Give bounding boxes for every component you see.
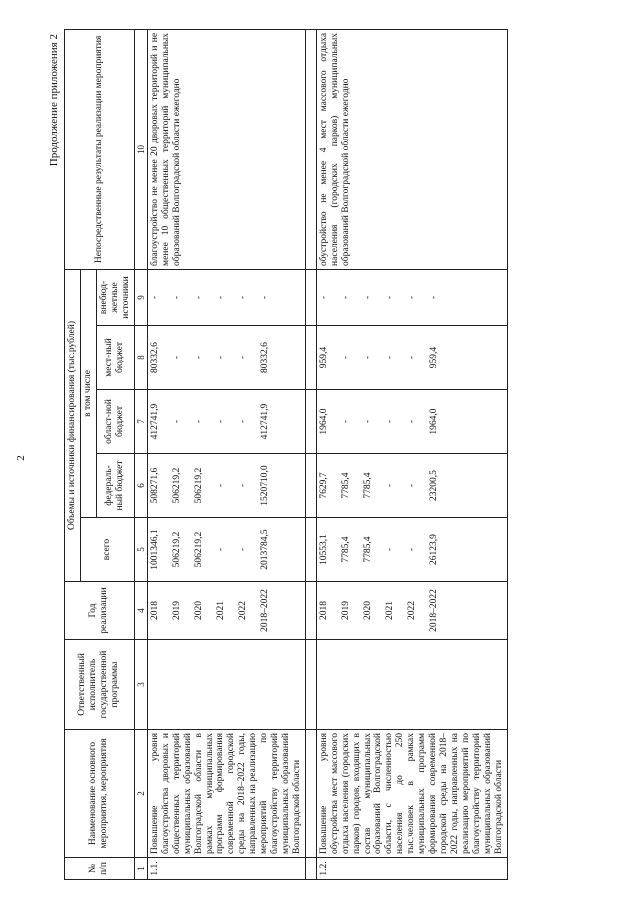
year-value: 2020 — [193, 601, 204, 620]
header-regional: област-ной бюджет — [96, 390, 134, 454]
federal-value: - — [406, 483, 417, 488]
row-spacer — [305, 29, 316, 879]
year-value: 2020 — [362, 601, 373, 620]
local-value: 80332,6 — [149, 342, 160, 373]
year-value: 2019 — [171, 601, 182, 620]
local-value: - — [406, 355, 417, 360]
regional-value: 412741,9 — [149, 403, 160, 440]
total-value: 1001346,1 — [149, 529, 160, 570]
extra — [147, 269, 305, 325]
header-num: № п/п — [65, 858, 135, 880]
regional-value: - — [406, 419, 417, 424]
extra-value: - — [340, 295, 351, 300]
regional-value: - — [362, 419, 373, 424]
total-value: - — [384, 547, 395, 552]
federal-value: 23200,5 — [428, 470, 439, 501]
total — [316, 518, 507, 582]
total — [147, 518, 305, 582]
federal-value: - — [237, 483, 248, 488]
extra-value: - — [362, 295, 373, 300]
local-value: 959,4 — [318, 346, 329, 369]
federal-value: 1520710,0 — [259, 465, 270, 506]
total-value: 7785,4 — [340, 536, 351, 563]
col-number: 3 — [134, 640, 147, 730]
regional — [316, 390, 507, 454]
regional-value: - — [193, 419, 204, 424]
year-value: 2022 — [406, 601, 417, 620]
extra-value: - — [193, 295, 204, 300]
year-value: 2018–2022 — [428, 589, 439, 632]
total-value: 2013784,5 — [259, 529, 270, 570]
col-number: 5 — [134, 518, 147, 582]
local-value: - — [215, 355, 226, 360]
local — [147, 326, 305, 390]
local-value: - — [237, 355, 248, 360]
total-value: - — [406, 547, 417, 552]
executor — [316, 640, 507, 730]
extra-value: - — [149, 295, 160, 300]
federal-value: - — [215, 483, 226, 488]
federal-value: 7785,4 — [362, 472, 373, 499]
extra-value: - — [428, 295, 439, 300]
col-number: 9 — [134, 269, 147, 325]
header-incl: в том числе — [80, 269, 96, 517]
local-value: - — [384, 355, 395, 360]
total-value: 506219,2 — [171, 531, 182, 568]
row-number: 1.1. — [147, 858, 305, 880]
federal-value: 7785,4 — [340, 472, 351, 499]
col-number: 7 — [134, 390, 147, 454]
total-value: 26123,9 — [428, 534, 439, 565]
local-value: - — [362, 355, 373, 360]
extra-value: - — [406, 295, 417, 300]
regional-value: 412741,9 — [259, 403, 270, 440]
regional-value: 1964,0 — [428, 408, 439, 435]
row-number: 1.2. — [316, 858, 507, 880]
page-number: 2 — [14, 455, 27, 461]
total-value: - — [215, 547, 226, 552]
extra-value: - — [237, 295, 248, 300]
federal-value: - — [384, 483, 395, 488]
col-number: 10 — [134, 29, 147, 269]
total-value: - — [237, 547, 248, 552]
header-federal: федераль-ный бюджет — [96, 454, 134, 518]
year — [316, 582, 507, 640]
extra-value: - — [215, 295, 226, 300]
regional-value: - — [340, 419, 351, 424]
extra-value: - — [259, 295, 270, 300]
extra-value: - — [171, 295, 182, 300]
local-value: - — [171, 355, 182, 360]
local-value: - — [193, 355, 204, 360]
col-number: 1 — [134, 858, 147, 880]
table-row — [316, 29, 507, 879]
federal-value: 7629,7 — [318, 472, 329, 499]
federal-value: 506219,2 — [193, 467, 204, 504]
federal — [316, 454, 507, 518]
federal — [147, 454, 305, 518]
col-number: 4 — [134, 582, 147, 640]
event-name: Повышение уровня обустройства мест массового отдыха населения (городских парков) городов, входящих в состав муниципальных образований Волгоградской области, с численностью населения до 250 тыс.человек в рамках муниципальных программ формирования современной городской среды на 2018–2022 годы, направленных на реализацию мероприятий по благоустройству территорий муниципальных образований Волгоградской области — [316, 730, 507, 858]
event-name: Повышение уровня благоустройства дворовых и общественных территорий муниципальных образований Волгоградской области в рамках муниципальных программ формирования современной городской среды на 2018–2022 годы, направленных на реализацию мероприятий по благоустройству территорий муниципальных образований Волгоградской области — [147, 730, 305, 858]
extra-value: - — [318, 295, 329, 300]
local-value: - — [340, 355, 351, 360]
header-name: Наименование основного мероприятия, мероприятия — [65, 730, 135, 858]
year-value: 2021 — [215, 601, 226, 620]
year-value: 2018–2022 — [259, 589, 270, 632]
result: обустройство не менее 4 мест массового отдыха населения (городских парков) муниципальных образований Волгоградской области ежегодно — [316, 29, 507, 269]
regional-value: - — [237, 419, 248, 424]
header-year: Год реализации — [65, 582, 135, 640]
header-executor: Ответственный исполнитель государственной программы — [65, 640, 135, 730]
header-local: мест-ный бюджет — [96, 326, 134, 390]
header-extra: внебюд-жетные источники — [96, 269, 134, 325]
local-value: 80332,6 — [259, 342, 270, 373]
regional-value: - — [171, 419, 182, 424]
total-value: 506219,2 — [193, 531, 204, 568]
total-value: 7785,4 — [362, 536, 373, 563]
header-results: Непосредственные результаты реализации мероприятия — [65, 29, 135, 269]
local-value: 959,4 — [428, 346, 439, 369]
regional-value: - — [215, 419, 226, 424]
program-table — [64, 29, 508, 880]
year-value: 2018 — [318, 601, 329, 620]
regional-value: - — [384, 419, 395, 424]
extra — [316, 269, 507, 325]
header-financing: Объемы и источники финансирования (тыс.рублей) — [65, 269, 81, 581]
regional — [147, 390, 305, 454]
year — [147, 582, 305, 640]
year-value: 2021 — [384, 601, 395, 620]
extra-value: - — [384, 295, 395, 300]
regional-value: 1964,0 — [318, 408, 329, 435]
col-number: 6 — [134, 454, 147, 518]
table-row — [147, 29, 305, 879]
year-value: 2019 — [340, 601, 351, 620]
year-value: 2022 — [237, 601, 248, 620]
federal-value: 506219,2 — [171, 467, 182, 504]
local — [316, 326, 507, 390]
rotated-page — [44, 30, 604, 880]
federal-value: 508271,6 — [149, 467, 160, 504]
header-total: всего — [80, 518, 134, 582]
year-value: 2018 — [149, 601, 160, 620]
col-number: 8 — [134, 326, 147, 390]
appendix-caption: Продолжение приложения 2 — [48, 34, 60, 167]
result: благоустройство не менее 20 дворовых территорий и не менее 10 общественных территорий муниципальных образований Волгоградской области ежегодно — [147, 29, 305, 269]
executor — [147, 640, 305, 730]
total-value: 10553,1 — [318, 534, 329, 565]
col-number: 2 — [134, 730, 147, 858]
